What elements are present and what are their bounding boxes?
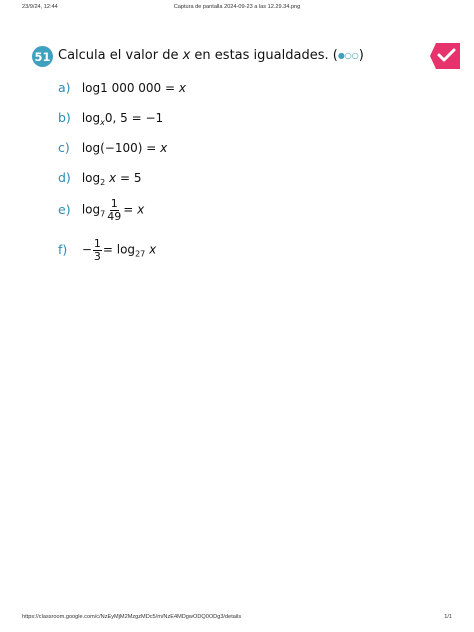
print-url: https://classroom.google.com/c/NzEyMjM2MzgzMDc5/m/NzE4MDgwODQ0ODg3/details xyxy=(22,614,242,620)
equation-text: = 5 xyxy=(116,171,142,185)
equation-text: log(−100) = xyxy=(81,141,161,155)
equation-variable: x xyxy=(137,202,145,217)
log-text: log xyxy=(81,202,101,217)
minus-sign: − xyxy=(81,242,92,257)
item-label: e) xyxy=(58,201,71,217)
fraction-denominator: 3 xyxy=(93,249,101,263)
print-filename: Captura de pantalla 2024-09-23 a las 12.29.34.png xyxy=(173,4,301,10)
log-text: log xyxy=(81,111,101,125)
item-b xyxy=(58,110,163,127)
fraction xyxy=(106,198,122,222)
fraction-numerator: 1 xyxy=(110,197,118,210)
title-text-start: Calcula el valor de xyxy=(58,48,183,63)
item-e xyxy=(58,198,144,222)
title-text-end: en estas igualdades. ( xyxy=(190,48,338,63)
equation-variable: x xyxy=(149,242,157,257)
title-variable: x xyxy=(182,48,191,63)
log-text: log xyxy=(81,171,101,185)
print-datetime: 23/9/24, 12:44 xyxy=(22,4,58,10)
item-a xyxy=(58,80,186,95)
exercise-number-badge: 51 xyxy=(32,46,53,67)
checkmark-tab-icon xyxy=(430,43,460,69)
item-label: b) xyxy=(58,110,71,125)
equation xyxy=(82,198,144,222)
equation xyxy=(82,81,186,95)
equation-variable: x xyxy=(160,141,168,155)
fraction xyxy=(93,238,102,262)
item-label: f) xyxy=(58,241,68,257)
equation xyxy=(82,141,167,155)
equation-text: log1 000 000 = xyxy=(81,81,179,95)
exercise-title xyxy=(58,48,364,63)
equation xyxy=(82,238,156,262)
log-base: 2 xyxy=(100,178,106,187)
print-page-number: 1/1 xyxy=(444,614,452,620)
equation-variable: x xyxy=(178,81,186,95)
equation xyxy=(82,171,142,187)
log-base: x xyxy=(100,118,105,127)
equation-variable: x xyxy=(109,171,117,185)
item-label: a) xyxy=(58,80,71,95)
log-base: 27 xyxy=(135,249,146,259)
fraction-numerator: 1 xyxy=(93,237,101,250)
item-f xyxy=(58,238,156,262)
fraction-denominator: 49 xyxy=(107,209,122,223)
item-label: d) xyxy=(58,170,71,185)
item-c xyxy=(58,140,167,155)
equation-text: = xyxy=(123,202,138,217)
item-d xyxy=(58,170,141,187)
equation-text: = log xyxy=(102,242,136,257)
equation xyxy=(82,111,163,127)
log-base: 7 xyxy=(100,209,106,219)
difficulty-dots-icon: ●○○ xyxy=(337,51,359,60)
equation-text: 0, 5 = −1 xyxy=(104,111,164,125)
item-label: c) xyxy=(58,140,70,155)
title-close-paren: ) xyxy=(358,48,364,63)
